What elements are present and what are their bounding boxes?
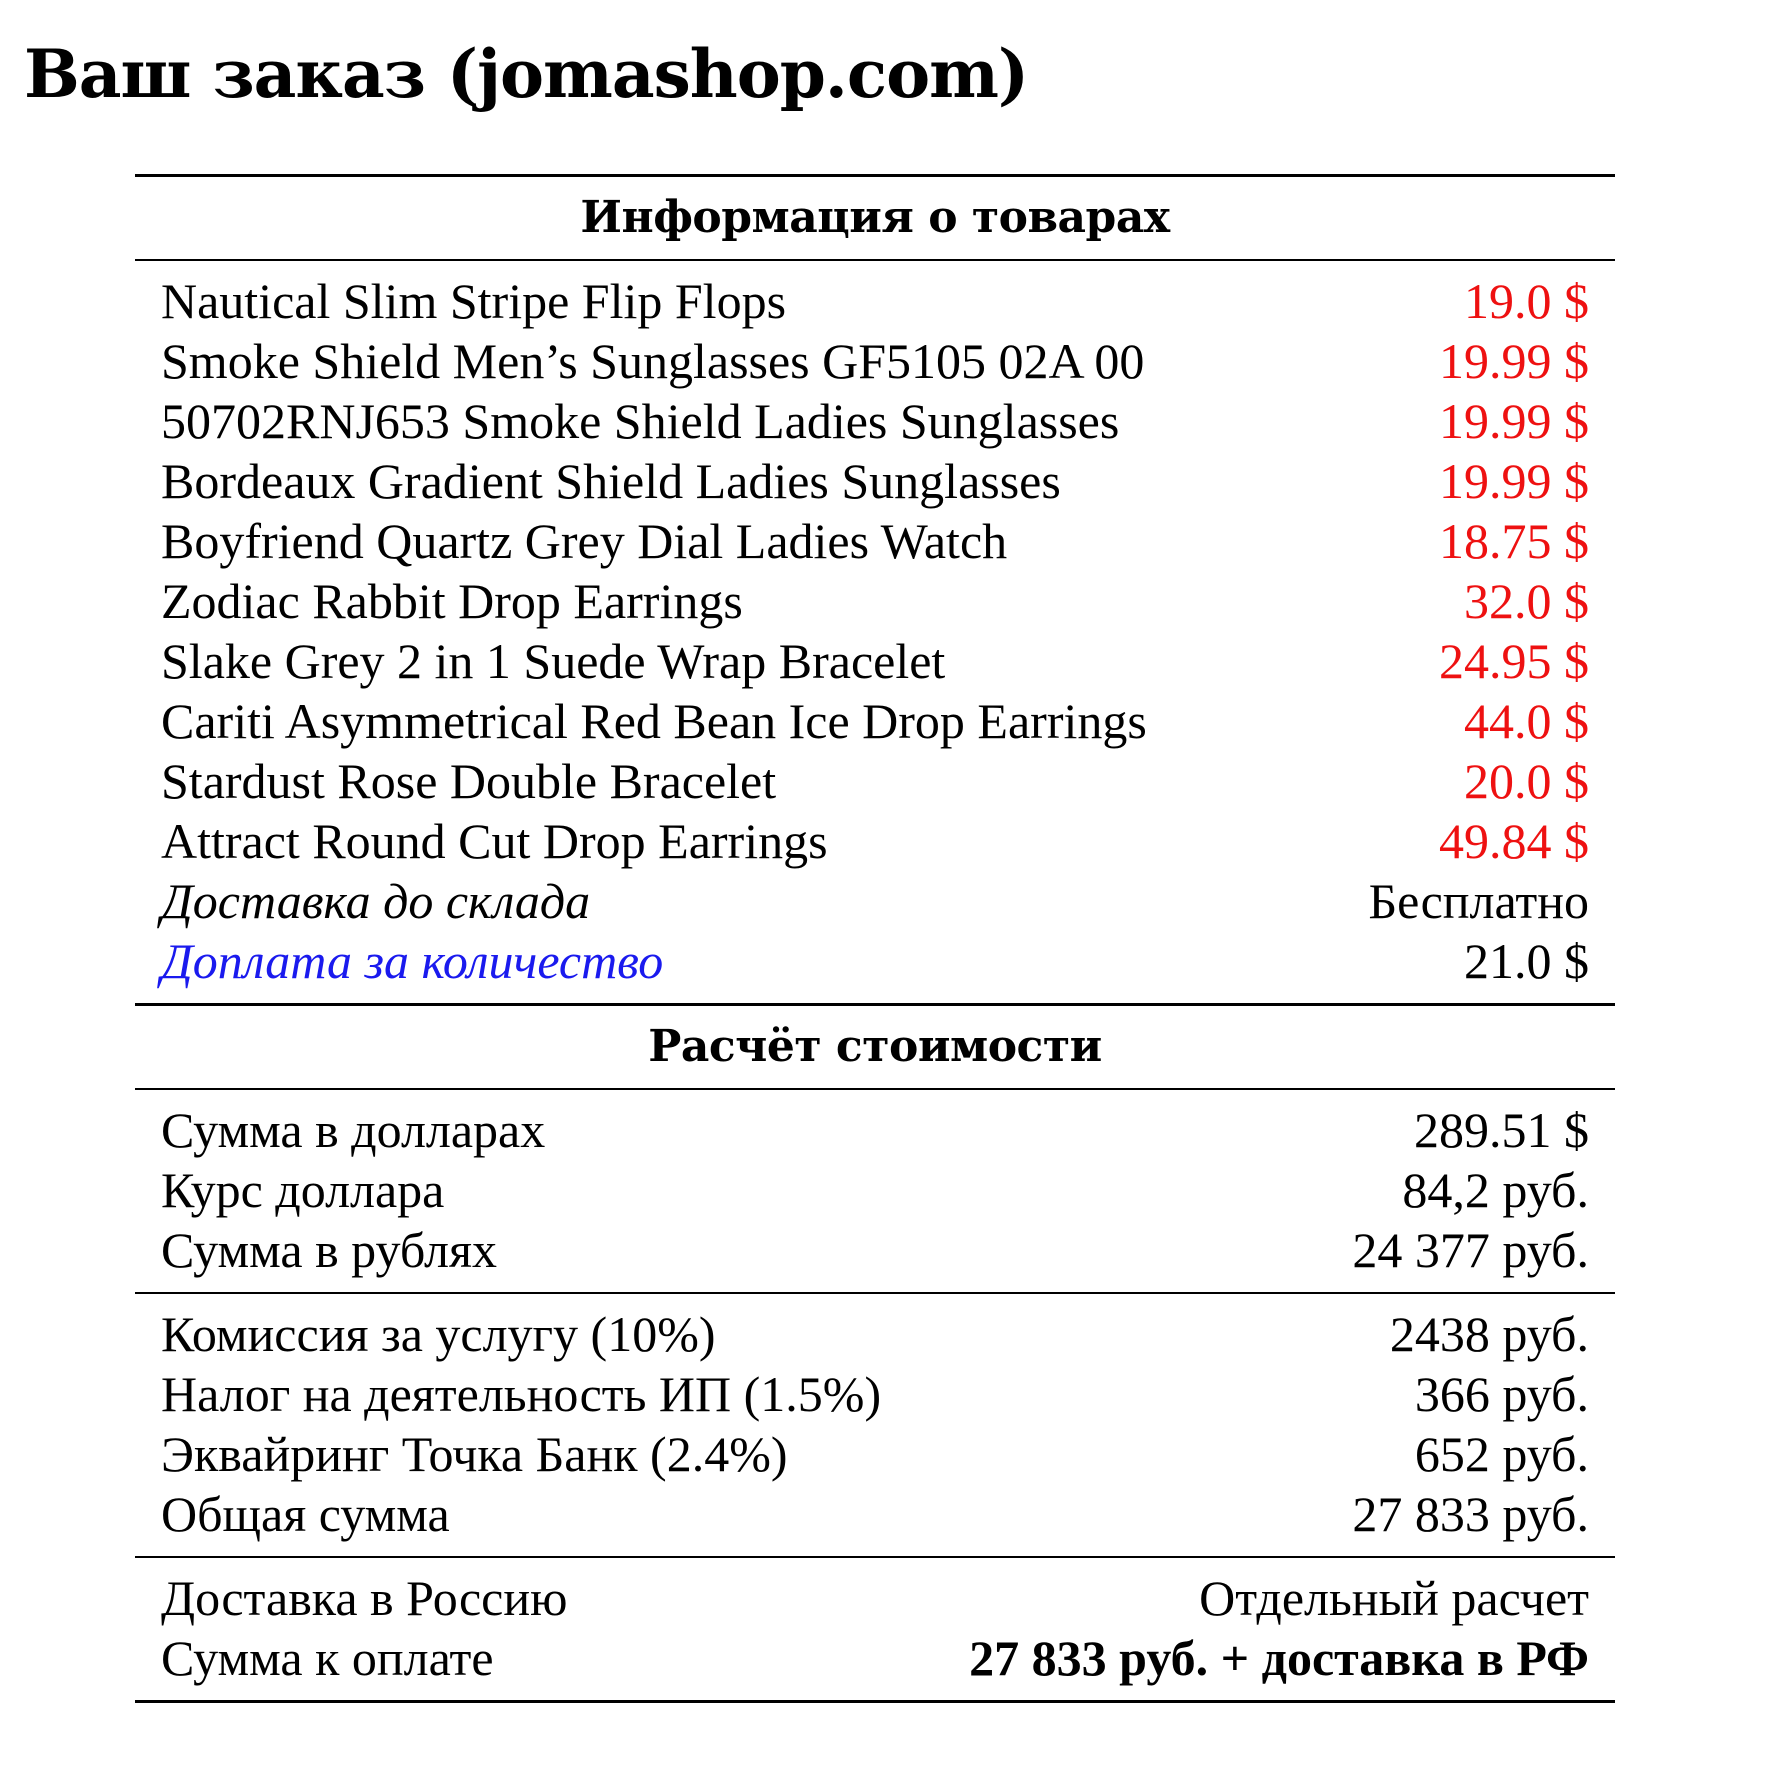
total-row [135,1484,1615,1544]
tax-label: Налог на деятельность ИП (1.5%) [161,1366,882,1422]
acquiring-label: Эквайринг Точка Банк (2.4%) [161,1426,788,1482]
payment-list [135,1558,1615,1700]
product-price: 32.0 $ [1464,573,1589,629]
russia-delivery-label: Доставка в Россию [161,1570,568,1626]
russia-delivery-row [135,1568,1615,1628]
quantity-surcharge-row [135,931,1615,991]
table-bottom-rule [135,1700,1615,1703]
product-name: Bordeaux Gradient Shield Ladies Sunglasses [161,453,1061,509]
sum-rub-label: Сумма в рублях [161,1222,498,1278]
product-price: 44.0 $ [1464,693,1589,749]
sum-rub-value: 24 377 руб. [1352,1222,1589,1278]
product-row [135,391,1615,451]
product-price: 19.99 $ [1439,453,1589,509]
products-section-header: Информация о товарах [580,192,1170,243]
service-fee-row [135,1304,1615,1364]
cost-section-header: Расчёт стоимости [648,1021,1102,1072]
product-price: 19.0 $ [1464,273,1589,329]
acquiring-value: 652 руб. [1414,1426,1589,1482]
product-name: Smoke Shield Men’s Sunglasses GF5105 02A 00 [161,333,1145,389]
cost-conversion-list [135,1090,1615,1292]
sum-usd-label: Сумма в долларах [161,1102,546,1158]
product-name: Nautical Slim Stripe Flip Flops [161,273,787,329]
product-row [135,811,1615,871]
product-row [135,271,1615,331]
fees-list [135,1294,1615,1556]
service-fee-label: Комиссия за услугу (10%) [161,1306,716,1362]
product-row [135,691,1615,751]
product-row [135,451,1615,511]
sum-rub-row [135,1220,1615,1280]
sum-usd-value: 289.51 $ [1414,1102,1589,1158]
product-name: Zodiac Rabbit Drop Earrings [161,573,743,629]
product-price: 19.99 $ [1439,333,1589,389]
order-table [135,174,1615,1703]
exchange-rate-row [135,1160,1615,1220]
warehouse-delivery-label: Доставка до склада [161,873,591,929]
product-price: 49.84 $ [1439,813,1589,869]
sum-usd-row [135,1100,1615,1160]
warehouse-delivery-row [135,871,1615,931]
acquiring-row [135,1424,1615,1484]
tax-row [135,1364,1615,1424]
product-row [135,331,1615,391]
total-value: 27 833 руб. [1352,1486,1589,1542]
amount-due-label: Сумма к оплате [161,1630,494,1686]
quantity-surcharge-link[interactable]: Доплата за количество [161,933,664,989]
amount-due-value: 27 833 руб. + доставка в РФ [969,1630,1589,1686]
product-row [135,631,1615,691]
product-row [135,571,1615,631]
amount-due-row [135,1628,1615,1688]
exchange-rate-label: Курс доллара [161,1162,445,1218]
product-name: 50702RNJ653 Smoke Shield Ladies Sunglasses [161,393,1120,449]
product-name: Boyfriend Quartz Grey Dial Ladies Watch [161,513,1008,569]
quantity-surcharge-value: 21.0 $ [1464,933,1589,989]
product-name: Cariti Asymmetrical Red Bean Ice Drop Earrings [161,693,1147,749]
exchange-rate-value: 84,2 руб. [1402,1162,1589,1218]
product-name: Slake Grey 2 in 1 Suede Wrap Bracelet [161,633,946,689]
product-name: Attract Round Cut Drop Earrings [161,813,828,869]
page-title: Ваш заказ (jomashop.com) [24,35,1029,113]
product-name: Stardust Rose Double Bracelet [161,753,777,809]
total-label: Общая сумма [161,1486,450,1542]
product-price: 18.75 $ [1439,513,1589,569]
product-price: 24.95 $ [1439,633,1589,689]
warehouse-delivery-value: Бесплатно [1368,873,1589,929]
service-fee-value: 2438 руб. [1389,1306,1589,1362]
products-list [135,261,1615,1003]
product-row [135,751,1615,811]
product-price: 19.99 $ [1439,393,1589,449]
russia-delivery-value: Отдельный расчет [1199,1570,1589,1626]
product-row [135,511,1615,571]
tax-value: 366 руб. [1414,1366,1589,1422]
product-price: 20.0 $ [1464,753,1589,809]
